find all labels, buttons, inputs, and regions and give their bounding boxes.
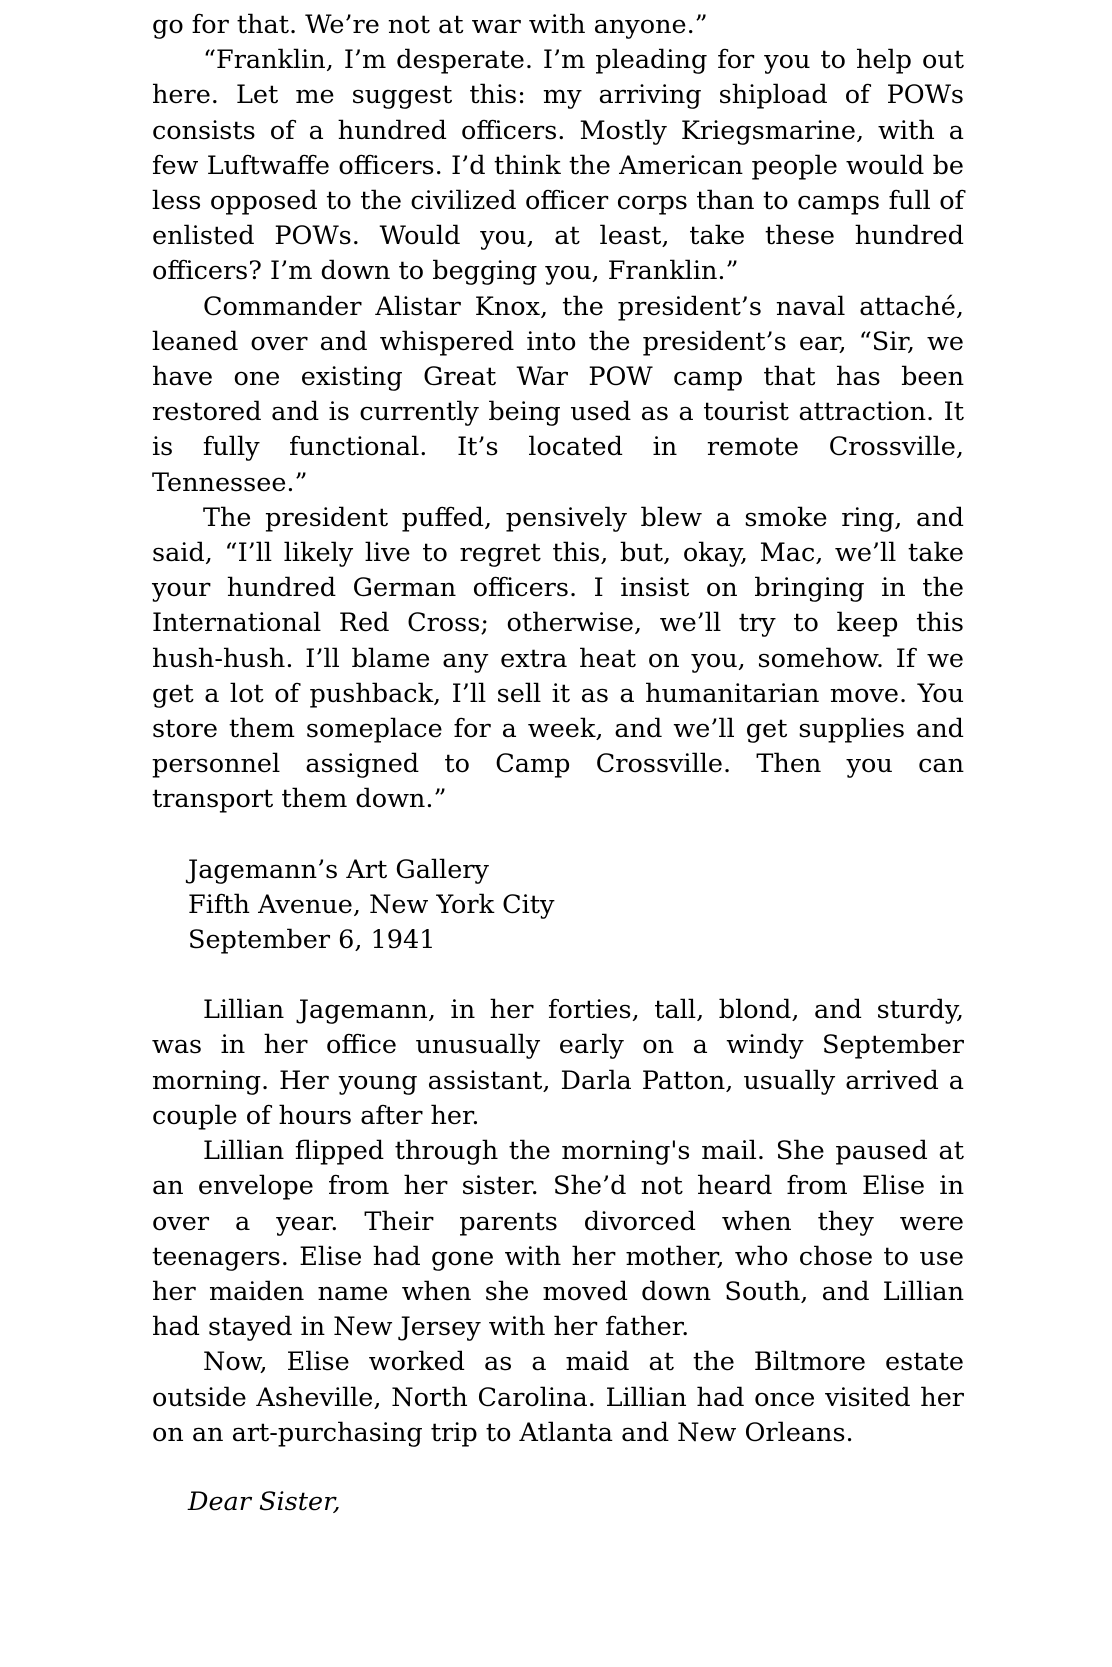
scene-heading-address: Fifth Avenue, New York City [188,889,555,920]
letter-salutation: Dear Sister, [188,1486,341,1517]
paragraph: Lillian Jagemann, in her forties, tall, blond, and sturdy, was in her office unusually early on a windy September morning. Her young assistant, Darla Patton, usually arrived a couple of hours after her. [152,995,964,1131]
page-body [152,8,964,1520]
paragraph: The president puffed, pensively blew a smoke ring, and said, “I’ll likely live to regret this, but, okay, Mac, we’ll take your hundred German officers. I insist on bringing in the International Red Cross; otherwise, we’ll try to keep this hush-hush. I’ll blame any extra heat on you, somehow. If we get a lot of pushback, I’ll sell it as a humanitarian move. You store them someplace for a week, and we’ll get supplies and personnel assigned to Camp Crossville. Then you can transport them down.” [152,502,964,815]
scene-heading-location: Jagemann’s Art Gallery [188,854,489,885]
paragraph: “Franklin, I’m desperate. I’m pleading for you to help out here. Let me suggest this: my arriving shipload of POWs consists of a hundred officers. Mostly Kriegsmarine, with a few Luftwaffe officers. I’d think the American people would be less opposed to the civilized officer corps than to camps full of enlisted POWs. Would you, at least, take these hundred officers? I’m down to begging you, Franklin.” [152,45,964,287]
paragraph: Now, Elise worked as a maid at the Biltmore estate outside Asheville, North Carolina. Lillian had once visited her on an art-purchasing trip to Atlanta and New Orleans. [152,1347,964,1448]
paragraph: Commander Alistar Knox, the president’s naval attaché, leaned over and whispered into the president’s ear, “Sir, we have one existing Great War POW camp that has been restored and is currently being used as a tourist attraction. It is fully functional. It’s located in remote Crossville, Tennessee.” [152,291,964,498]
scene-heading-date: September 6, 1941 [188,925,436,956]
section-spacer [152,958,964,993]
paragraph: Lillian flipped through the morning's mail. She paused at an envelope from her sister. She’d not heard from Elise in over a year. Their parents divorced when they were teenagers. Elise had gone with her mother, who chose to use her maiden name when she moved down South, and Lillian had stayed in New Jersey with her father. [152,1136,964,1343]
paragraph-continuation: go for that. We’re not at war with anyone.” [152,10,708,40]
scene-heading [152,853,964,959]
